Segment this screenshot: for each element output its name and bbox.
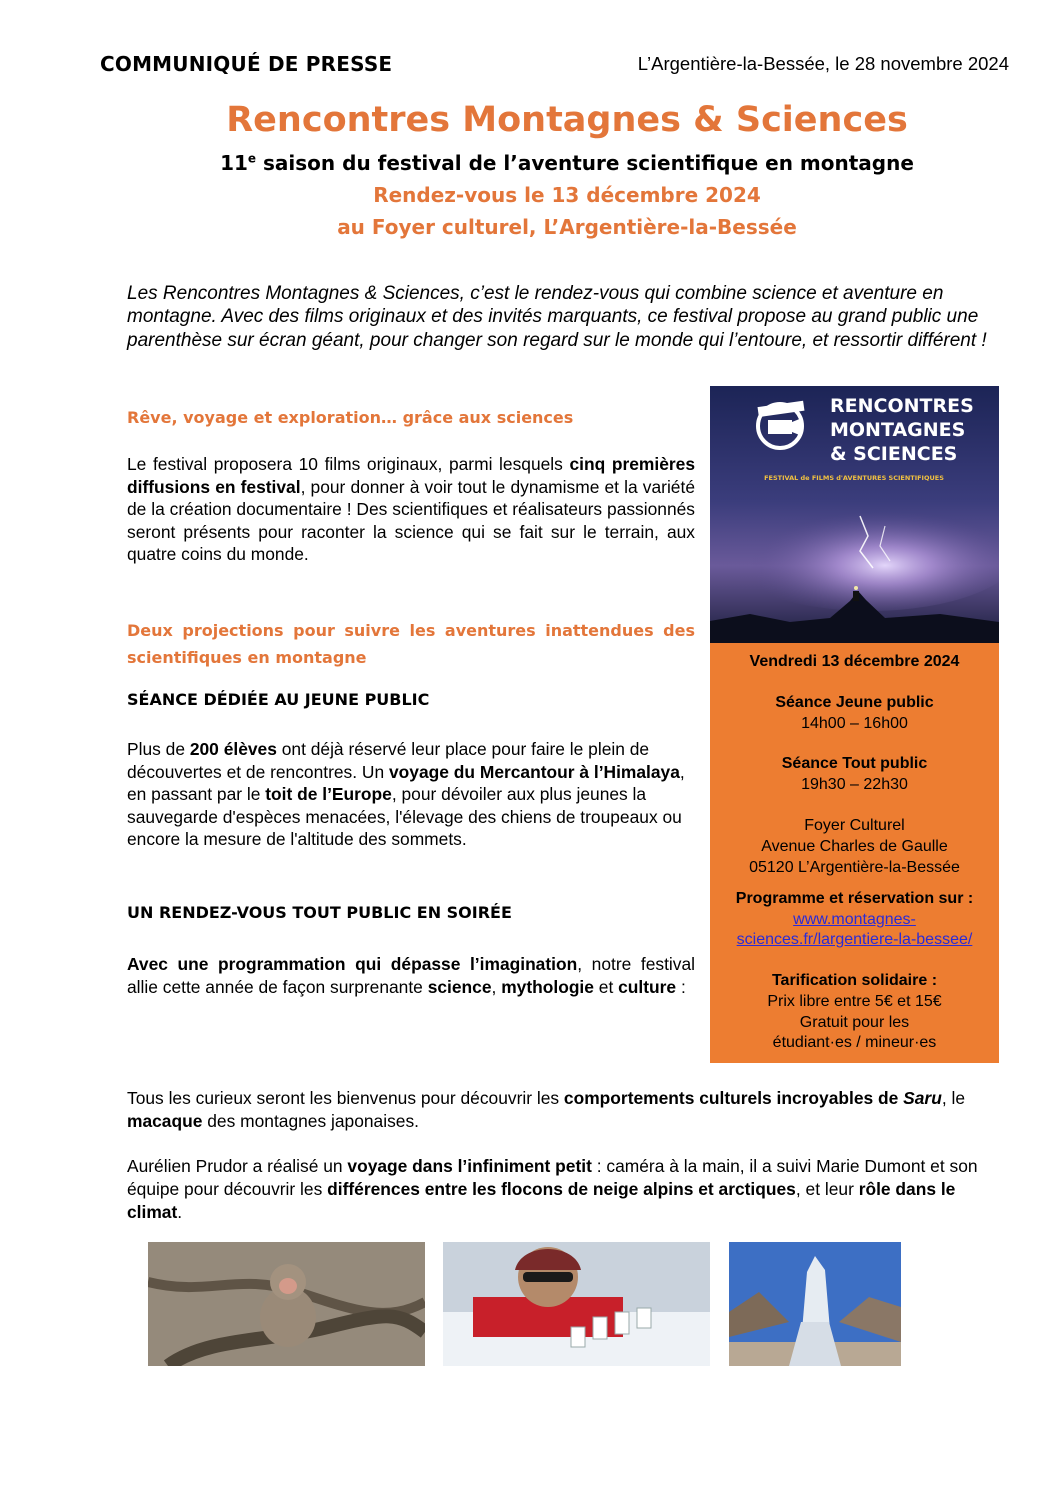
text: , <box>491 976 502 997</box>
text: , pour donner à voir tout le dynamisme et la variété de la création documentaire ! Des scientifiques et réalisateurs passionnés seront présents pour raconter la science qui se fait sur le terrain, aux quatre coins du monde. <box>127 476 695 565</box>
intro-paragraph: Les Rencontres Montagnes & Sciences, c’est le rendez-vous qui combine science et aventure en montagne. Avec des films originaux et des invités marquants, ce festival propose au grand public une parenthèse sur écran géant, pour changer son regard sur le monde qui l’entoure, et ressortir différent ! <box>127 283 987 351</box>
sidebar-all-title: Séance Tout public <box>781 755 928 772</box>
sidebar-address-1: Foyer Culturel <box>804 817 905 834</box>
text: Le festival proposera 10 films originaux, parmi lesquels <box>127 454 570 474</box>
page-subtitle <box>0 151 1058 175</box>
event-info-box <box>710 643 999 1063</box>
subtitle-superscript: e <box>247 151 257 166</box>
snowflake-paragraph <box>127 1155 1007 1224</box>
bold-text: voyage du Mercantour à l’Himalaya <box>388 761 680 782</box>
macaque-photo <box>148 1242 425 1366</box>
saru-paragraph <box>127 1087 1007 1133</box>
sidebar-young-time: 14h00 – 16h00 <box>801 715 908 732</box>
text: , en passant par le <box>127 761 685 805</box>
bold-text: cinq premières diffusions en festival <box>127 454 695 497</box>
sidebar-link[interactable] <box>710 910 999 931</box>
bold-text: voyage dans l’infiniment petit <box>347 1156 592 1176</box>
scientist-snow-photo <box>443 1242 710 1366</box>
event-venue-line: au Foyer culturel, L’Argentière-la-Bessée <box>337 215 797 239</box>
bold-text: comportements culturels incroyables de <box>563 1088 904 1108</box>
section-heading-young-public: SÉANCE DÉDIÉE AU JEUNE PUBLIC <box>127 690 430 709</box>
page-title: Rencontres Montagnes & Sciences <box>226 100 908 140</box>
bold-text: science <box>427 976 492 997</box>
event-date-line: Rendez-vous le 13 décembre 2024 <box>373 183 761 207</box>
text: , pour dévoiler aux plus jeunes la sauvegarde d'espèces menacées, l'élevage des chiens de troupeaux ou encore la mesure de l'altitude des sommets. <box>127 784 682 850</box>
ice-stupa-photo <box>729 1242 901 1366</box>
festival-poster <box>710 386 999 643</box>
section-heading-two-screenings: Deux projections pour suivre les aventures inattendues des scientifiques en montagne <box>127 621 695 667</box>
text: , et leur <box>795 1179 859 1199</box>
sidebar-address-3: 05120 L’Argentière-la-Bessée <box>749 859 960 876</box>
text: Aurélien Prudor a réalisé un <box>127 1156 348 1176</box>
bold-text: Avec une programmation qui dépasse l’imagination <box>127 954 578 974</box>
sidebar-price-title: Tarification solidaire : <box>771 972 938 989</box>
text: Plus de <box>127 739 190 759</box>
bold-text: différences entre les flocons de neige alpins et arctiques <box>327 1179 796 1199</box>
text: Tous les curieux seront les bienvenus pour découvrir les <box>127 1088 564 1108</box>
sidebar-link-line2[interactable]: sciences.fr/largentiere-la-bessee/ <box>736 931 973 948</box>
poster-title-line2: MONTAGNES <box>830 419 966 441</box>
place-date: L’Argentière-la-Bessée, le 28 novembre 2024 <box>637 53 1009 74</box>
text: ont déjà réservé leur place pour faire le plein de découvertes et de rencontres. Un <box>127 739 650 782</box>
text: . <box>177 1202 183 1222</box>
section-heading-dream: Rêve, voyage et exploration… grâce aux sciences <box>127 408 574 427</box>
section-heading-evening: UN RENDEZ-VOUS TOUT PUBLIC EN SOIRÉE <box>127 903 512 922</box>
sidebar-date: Vendredi 13 décembre 2024 <box>749 653 960 670</box>
bold-text: macaque <box>127 1111 203 1131</box>
text: : <box>676 976 686 997</box>
sidebar-link-line1[interactable]: www.montagnes- <box>793 911 916 928</box>
text: , le <box>941 1088 966 1108</box>
young-public-paragraph <box>127 738 695 851</box>
sidebar-all-time: 19h30 – 22h30 <box>801 776 908 793</box>
sidebar-program-title: Programme et réservation sur : <box>735 890 974 907</box>
poster-tagline: FESTIVAL de FILMS d'AVENTURES SCIENTIFIQUES <box>764 474 944 482</box>
evening-paragraph <box>127 953 695 998</box>
text: : caméra à la main, il a suivi Marie Dumont et son équipe pour découvrir les <box>127 1156 978 1199</box>
bold-text: culture <box>618 976 677 997</box>
festival-paragraph <box>127 453 695 566</box>
press-release-label: COMMUNIQUÉ DE PRESSE <box>100 52 393 76</box>
bold-text: rôle dans le climat <box>127 1179 956 1222</box>
subtitle-number: 11 <box>220 151 248 175</box>
text: et <box>593 976 619 997</box>
bold-text: 200 élèves <box>189 739 277 759</box>
sidebar-address-2: Avenue Charles de Gaulle <box>761 838 948 855</box>
sidebar-link-cont[interactable] <box>710 930 999 951</box>
text: des montagnes japonaises. <box>202 1111 419 1131</box>
bold-italic-text: Saru <box>903 1088 942 1108</box>
poster-title-line1: RENCONTRES <box>830 395 974 417</box>
bold-text: mythologie <box>501 976 594 997</box>
sidebar-price-2: Gratuit pour les <box>799 1014 910 1031</box>
sidebar-price-3: étudiant·es / mineur·es <box>772 1034 937 1051</box>
bold-text: toit de l’Europe <box>265 784 392 805</box>
subtitle-text: saison du festival de l’aventure scientifique en montagne <box>256 151 914 175</box>
poster-title-line3: & SCIENCES <box>830 443 958 465</box>
sidebar-young-title: Séance Jeune public <box>775 694 934 711</box>
text: , notre festival allie cette année de façon surprenante <box>127 954 695 997</box>
sidebar-price-1: Prix libre entre 5€ et 15€ <box>767 993 942 1010</box>
